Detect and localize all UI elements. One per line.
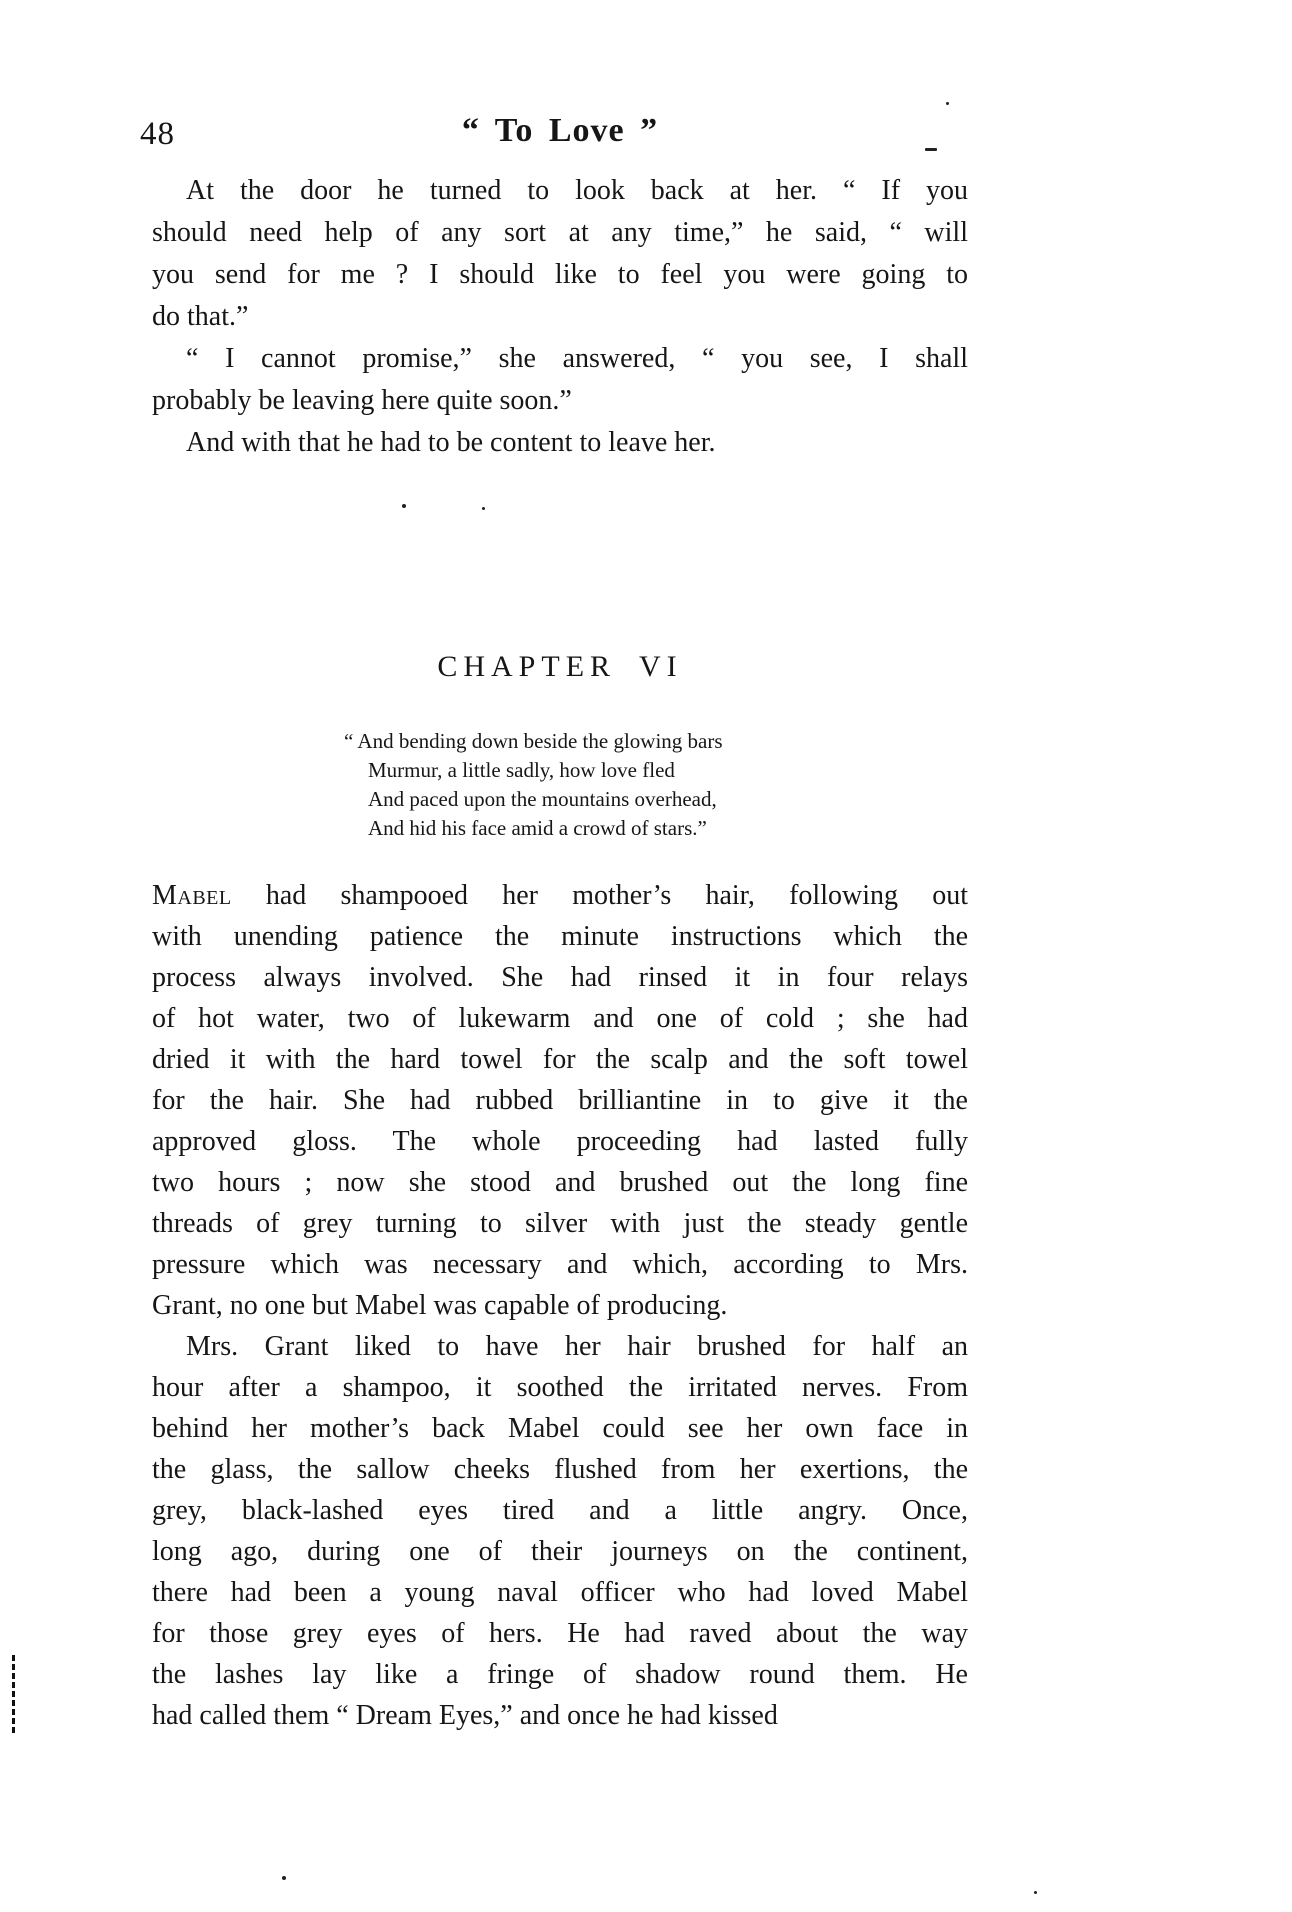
text-line: At the door he turned to look back at her. “ If you [186, 175, 968, 206]
text-line: should need help of any sort at any time,” he said, “ will [152, 217, 968, 248]
text-line: process always involved. She had rinsed it in four relays [152, 962, 968, 993]
chapter-epigraph [344, 727, 723, 843]
text-line: had called them “ Dream Eyes,” and once he had kissed [152, 1700, 778, 1731]
text-line: for the hair. She had rubbed brilliantine in to give it the [152, 1085, 968, 1116]
text-line: hour after a shampoo, it soothed the irritated nerves. From [152, 1372, 968, 1403]
epigraph-line: And hid his face amid a crowd of stars.” [368, 816, 707, 840]
text-line: And with that he had to be content to leave her. [186, 427, 716, 458]
body-text-section [152, 875, 968, 1736]
scan-speck [482, 507, 485, 510]
text-line: pressure which was necessary and which, according to Mrs. [152, 1249, 968, 1280]
scan-speck [1034, 1891, 1037, 1894]
text-line: dried it with the hard towel for the scalp and the soft towel [152, 1044, 968, 1075]
epigraph-line: And paced upon the mountains overhead, [368, 787, 717, 811]
text-line: behind her mother’s back Mabel could see her own face in [152, 1413, 968, 1444]
text-line: the glass, the sallow cheeks flushed from her exertions, the [152, 1454, 968, 1485]
text-line: with unending patience the minute instructions which the [152, 921, 968, 952]
text-line: you send for me ? I should like to feel you were going to [152, 259, 968, 290]
text-line: do that.” [152, 301, 249, 332]
scan-speck [402, 504, 406, 508]
text-line: approved gloss. The whole proceeding had lasted fully [152, 1126, 968, 1157]
scan-speck [282, 1876, 286, 1880]
text-line: probably be leaving here quite soon.” [152, 385, 572, 416]
left-margin-scan-mark [12, 1655, 15, 1733]
paragraph [152, 422, 968, 464]
paragraph [152, 875, 968, 1326]
scan-speck [925, 148, 937, 151]
paragraph [152, 1326, 968, 1736]
text-line: for those grey eyes of hers. He had raved about the way [152, 1618, 968, 1649]
chapter-heading: CHAPTER VI [437, 650, 683, 683]
text-line: Grant, no one but Mabel was capable of producing. [152, 1290, 728, 1321]
text-line: grey, black-lashed eyes tired and a little angry. Once, [152, 1495, 968, 1526]
running-title: “ To Love ” [461, 112, 659, 149]
scan-speck [946, 102, 949, 105]
text-line: long ago, during one of their journeys on the continent, [152, 1536, 968, 1567]
paragraph [152, 338, 968, 422]
text-line: there had been a young naval officer who had loved Mabel [152, 1577, 968, 1608]
text-line: “ I cannot promise,” she answered, “ you see, I shall [186, 343, 968, 374]
epigraph-line: Murmur, a little sadly, how love fled [368, 758, 675, 782]
text-line: two hours ; now she stood and brushed out the long fine [152, 1167, 968, 1198]
text-line: the lashes lay like a fringe of shadow round them. He [152, 1659, 968, 1690]
smallcaps-lead-word: Mabel [152, 880, 232, 911]
page-number: 48 [140, 116, 175, 152]
top-text-section [152, 170, 968, 464]
paragraph [152, 170, 968, 338]
text-line: Mabel had shampooed her mother’s hair, following out [152, 880, 968, 911]
epigraph-line: “ And bending down beside the glowing bars [344, 729, 723, 753]
text-line: Mrs. Grant liked to have her hair brushed for half an [186, 1331, 968, 1362]
text-line: threads of grey turning to silver with just the steady gentle [152, 1208, 968, 1239]
text-line: of hot water, two of lukewarm and one of cold ; she had [152, 1003, 968, 1034]
